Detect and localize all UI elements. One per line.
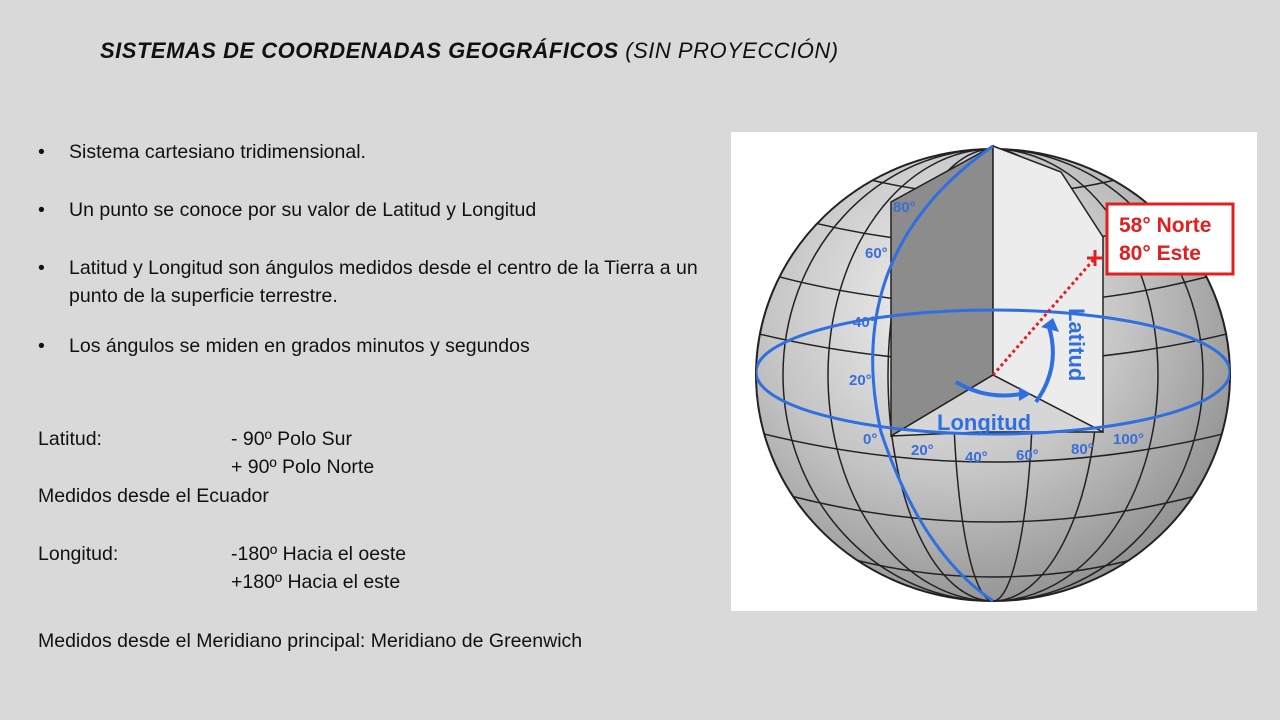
latitud-line1: - 90º Polo Sur — [231, 428, 352, 450]
latitud-measured: Medidos desde el Ecuador — [38, 485, 269, 507]
point-line1: 58° Norte — [1119, 214, 1212, 237]
bullet-item: • Latitud y Longitud son ángulos medidos desde el centro de la Tierra a un punto de la superficie terrestre. — [38, 254, 728, 310]
longitud-label: Longitud: — [38, 543, 119, 565]
lon-label-60: 60° — [1016, 447, 1039, 464]
arrow-label-latitud: Latitud — [1064, 308, 1089, 382]
lon-label-40: 40° — [965, 449, 988, 466]
bullet-item: • Sistema cartesiano tridimensional. — [38, 138, 728, 166]
arrow-label-longitud: Longitud — [937, 410, 1032, 435]
lat-label-0: 0° — [863, 431, 878, 448]
longitud-line1: -180º Hacia el oeste — [231, 543, 407, 565]
lat-label-40: 40° — [853, 314, 876, 331]
bullet-item: • Los ángulos se miden en grados minutos y segundos — [38, 332, 728, 360]
lat-label-80: 80° — [893, 199, 916, 216]
globe-figure — [731, 132, 1257, 611]
bullet-list — [38, 138, 728, 390]
point-line2: 80° Este — [1119, 242, 1201, 265]
globe-diagram — [731, 132, 1257, 611]
latitud-line2: + 90º Polo Norte — [231, 456, 375, 478]
lat-label-60: 60° — [865, 245, 888, 262]
bullet-item: • Un punto se conoce por su valor de Latitud y Longitud — [38, 196, 728, 224]
lat-label-20: 20° — [849, 372, 872, 389]
title-bold: SISTEMAS DE COORDENADAS GEOGRÁFICOS — [100, 38, 619, 63]
slide-title — [100, 38, 839, 64]
lon-label-20: 20° — [911, 442, 934, 459]
longitud-measured: Medidos desde el Meridiano principal: Meridiano de Greenwich — [38, 630, 583, 652]
latitud-label: Latitud: — [38, 428, 102, 450]
title-normal: (SIN PROYECCIÓN) — [625, 38, 839, 63]
longitud-line2: +180º Hacia el este — [231, 571, 401, 593]
lon-label-80: 80° — [1071, 441, 1094, 458]
lon-label-100: 100° — [1113, 431, 1145, 448]
